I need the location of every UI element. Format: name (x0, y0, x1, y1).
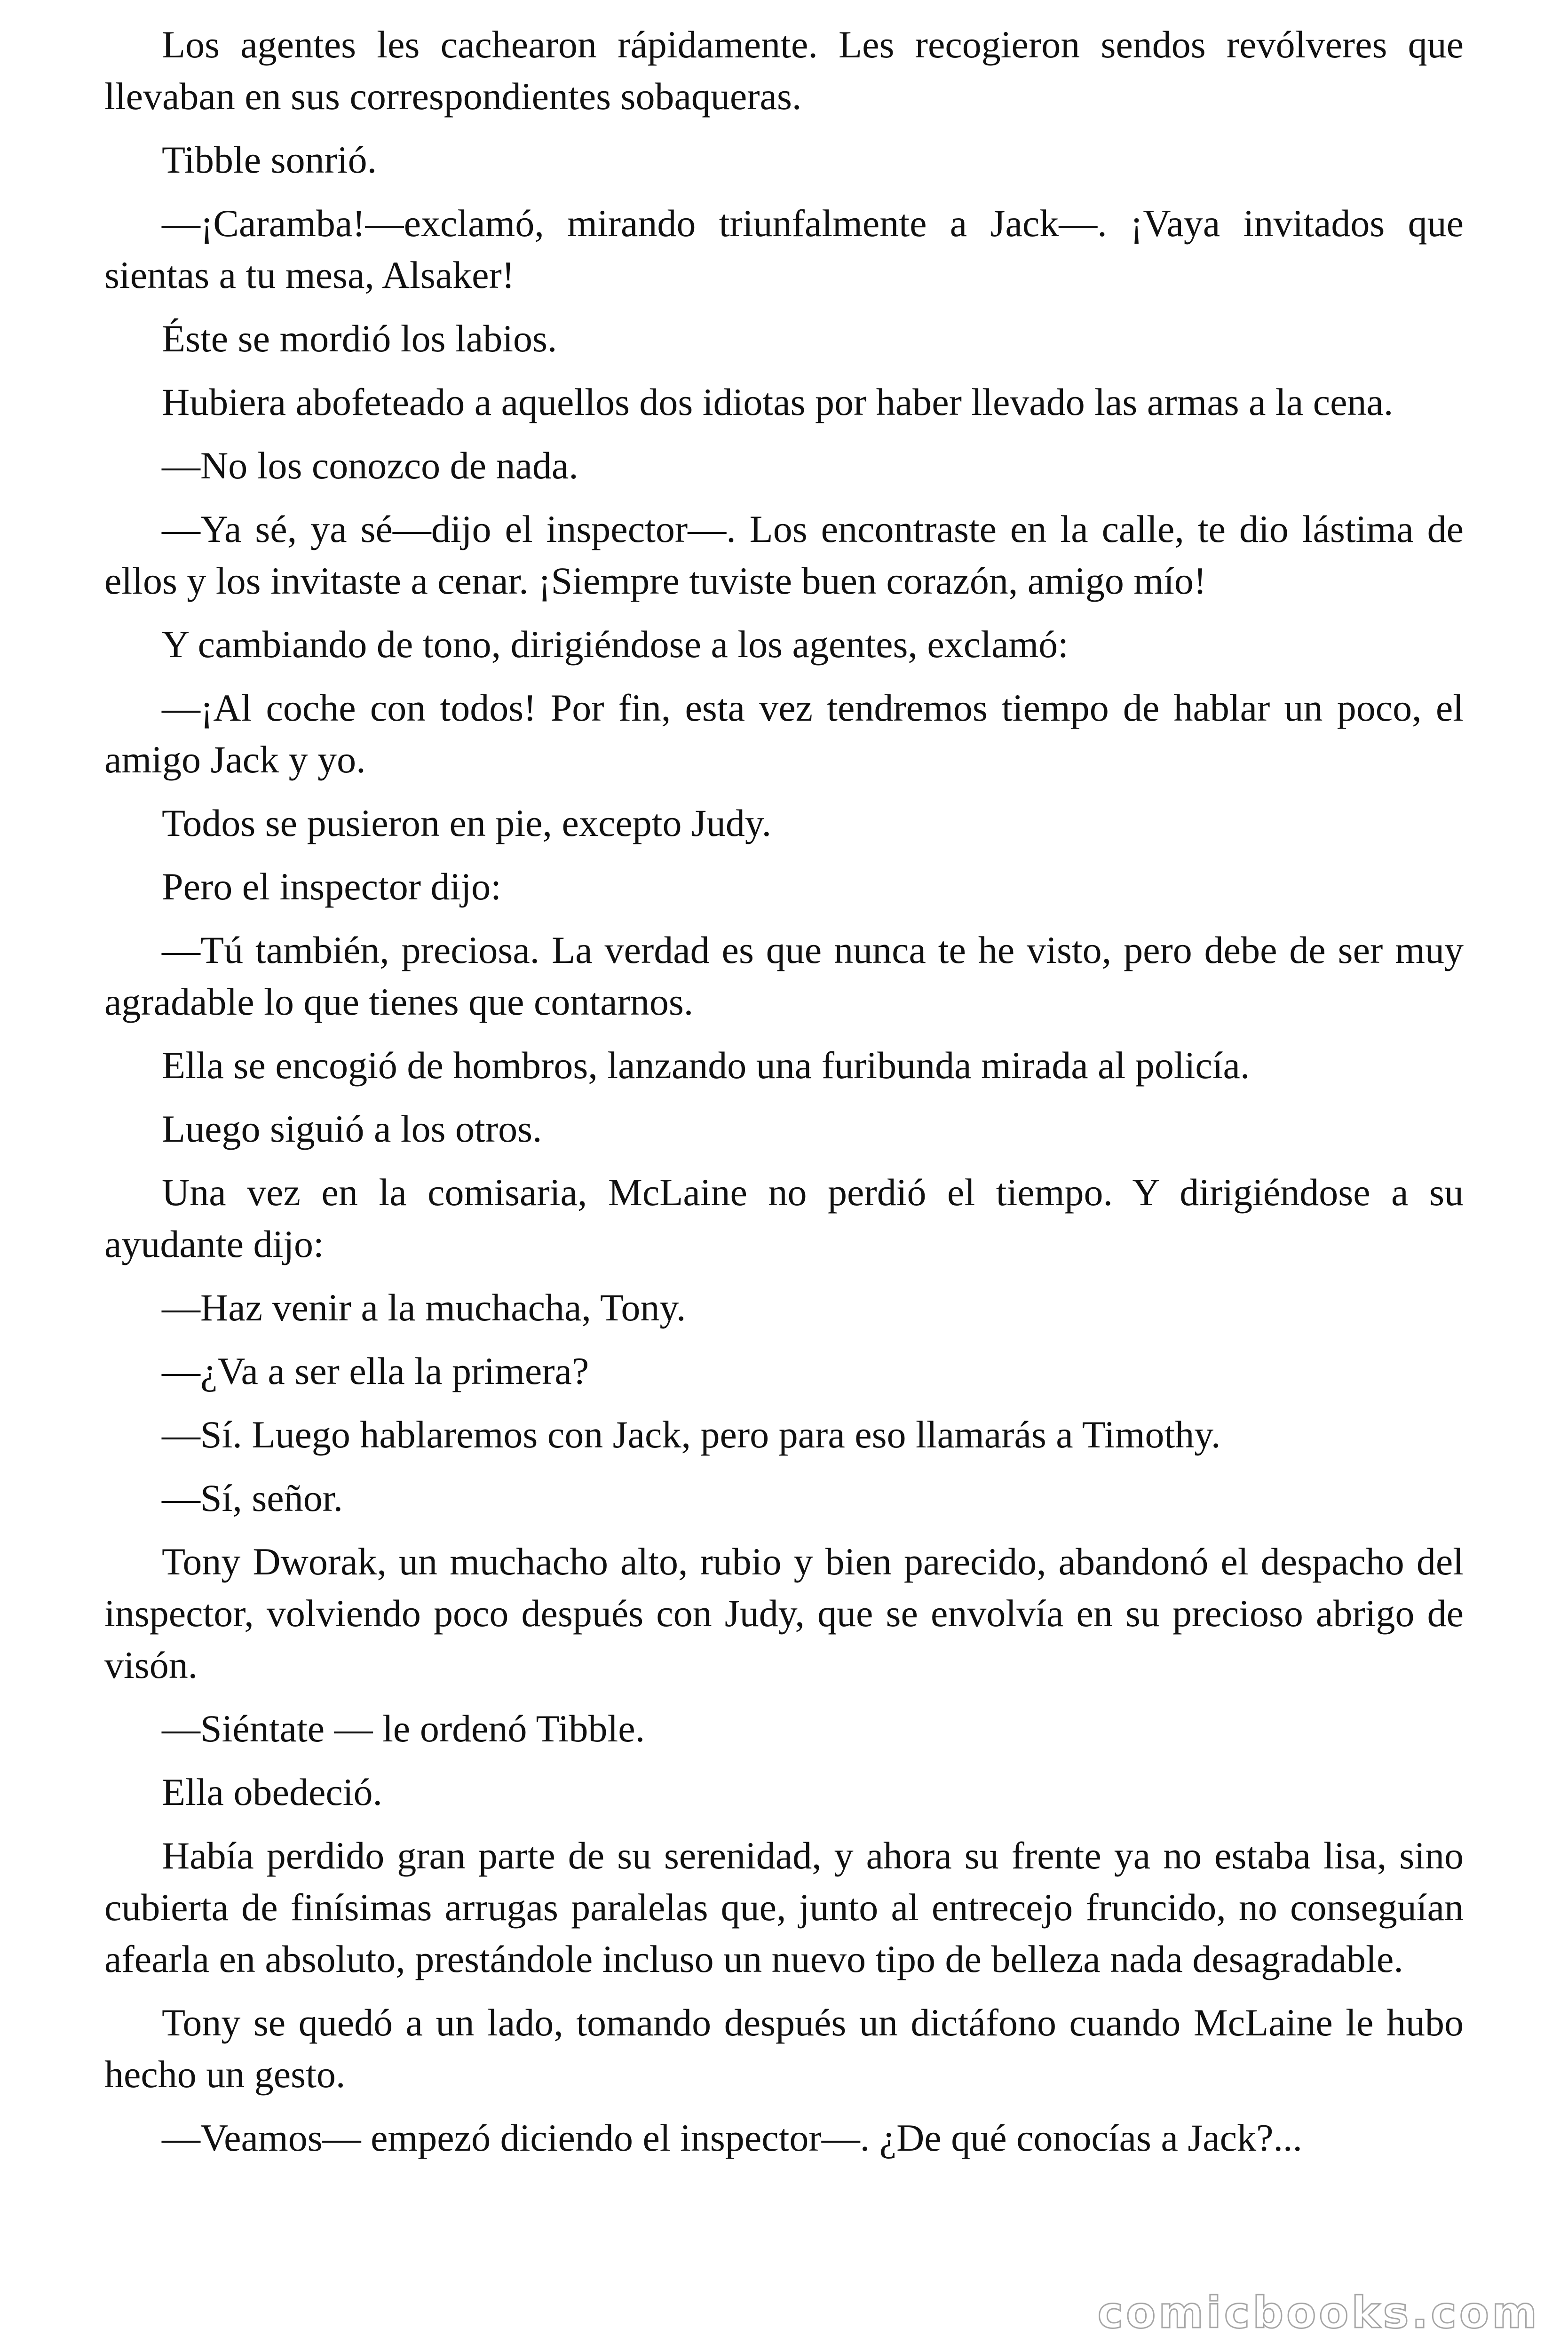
paragraph: Todos se pusieron en pie, excepto Judy. (162, 802, 772, 844)
paragraph: —Siéntate — le ordenó Tibble. (162, 1707, 645, 1750)
paragraph: —Tú también, preciosa. La verdad es que nunca te he visto, pero debe de ser muy agradable lo que tienes que contarnos. (104, 929, 1464, 1023)
paragraph: —¡Caramba!—exclamó, mirando triunfalmente a Jack—. ¡Vaya invitados que sientas a tu mesa, Alsaker! (104, 202, 1464, 296)
paragraph: Pero el inspector dijo: (162, 865, 501, 908)
paragraph: —¿Va a ser ella la primera? (162, 1350, 589, 1392)
paragraph: Una vez en la comisaria, McLaine no perdió el tiempo. Y dirigiéndose a su ayudante dijo: (104, 1171, 1464, 1265)
watermark: comicbooks.com (1097, 2288, 1540, 2338)
paragraph: Tibble sonrió. (162, 138, 377, 181)
paragraph: Y cambiando de tono, dirigiéndose a los agentes, exclamó: (162, 623, 1069, 666)
paragraph: —Veamos— empezó diciendo el inspector—. ¿De qué conocías a Jack?... (162, 2116, 1302, 2159)
paragraph: Éste se mordió los labios. (162, 317, 557, 360)
paragraph: —Ya sé, ya sé—dijo el inspector—. Los encontraste en la calle, te dio lástima de ellos y los invitaste a cenar. ¡Siempre tuviste buen corazón, amigo mío! (104, 508, 1464, 602)
book-page (104, 19, 1464, 2176)
paragraph: —No los conozco de nada. (162, 444, 578, 487)
paragraph: Había perdido gran parte de su serenidad, y ahora su frente ya no estaba lisa, sino cubierta de finísimas arrugas paralelas que, junto al entrecejo fruncido, no conseguían afearla en absoluto, prestándole incluso un nuevo tipo de belleza nada desagradable. (104, 1834, 1464, 1980)
paragraph: —Sí. Luego hablaremos con Jack, pero para eso llamarás a Timothy. (162, 1413, 1221, 1456)
paragraph: —Sí, señor. (162, 1477, 343, 1519)
paragraph: Los agentes les cachearon rápidamente. Les recogieron sendos revólveres que llevaban en sus correspondientes sobaqueras. (104, 23, 1464, 118)
paragraph: Ella se encogió de hombros, lanzando una furibunda mirada al policía. (162, 1044, 1250, 1087)
paragraph: Luego siguió a los otros. (162, 1107, 542, 1150)
paragraph: Tony Dworak, un muchacho alto, rubio y bien parecido, abandonó el despacho del inspector, volviendo poco después con Judy, que se envolvía en su precioso abrigo de visón. (104, 1540, 1464, 1686)
paragraph: —Haz venir a la muchacha, Tony. (162, 1286, 686, 1329)
paragraph: Ella obedeció. (162, 1771, 383, 1813)
paragraph: —¡Al coche con todos! Por fin, esta vez tendremos tiempo de hablar un poco, el amigo Jack y yo. (104, 686, 1464, 781)
paragraph: Hubiera abofeteado a aquellos dos idiotas por haber llevado las armas a la cena. (162, 381, 1394, 423)
paragraph: Tony se quedó a un lado, tomando después un dictáfono cuando McLaine le hubo hecho un gesto. (104, 2001, 1464, 2096)
